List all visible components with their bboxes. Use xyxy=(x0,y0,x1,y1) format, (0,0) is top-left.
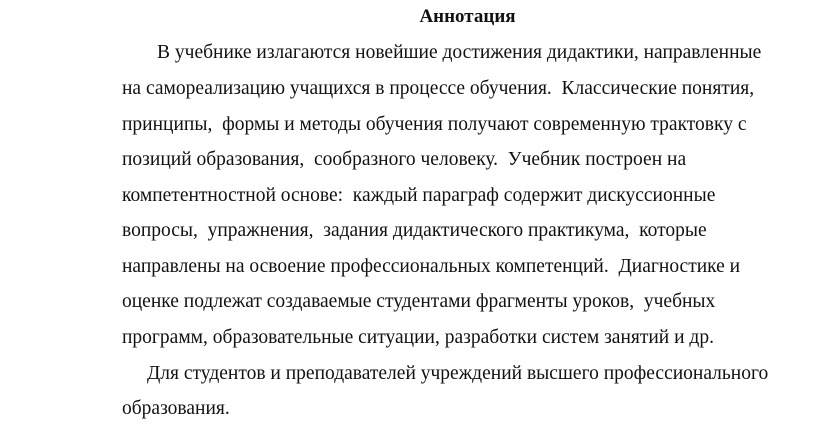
paragraph-line: принципы, формы и методы обучения получают современную трактовку с xyxy=(122,114,747,135)
document-title: Аннотация xyxy=(419,6,516,27)
paragraph-line: направлены на освоение профессиональных компетенций. Диагностике и xyxy=(122,256,741,277)
paragraph-line: программ, образовательные ситуации, разработки систем занятий и др. xyxy=(122,327,714,348)
paragraph-line: образования. xyxy=(122,398,230,419)
paragraph-line: вопросы, упражнения, задания дидактического практикума, которые xyxy=(122,220,707,241)
paragraph-line: Для студентов и преподавателей учреждений высшего профессионального xyxy=(147,363,769,384)
paragraph-line: оценке подлежат создаваемые студентами фрагменты уроков, учебных xyxy=(122,291,716,312)
paragraph-line: на самореализацию учащихся в процессе обучения. Классические понятия, xyxy=(122,78,755,99)
paragraph-line: компетентностной основе: каждый параграф содержит дискуссионные xyxy=(122,185,716,206)
paragraph-line: В учебнике излагаются новейшие достижения дидактики, направленные xyxy=(157,42,762,63)
paragraph-line: позиций образования, сообразного человеку. Учебник построен на xyxy=(122,149,687,170)
